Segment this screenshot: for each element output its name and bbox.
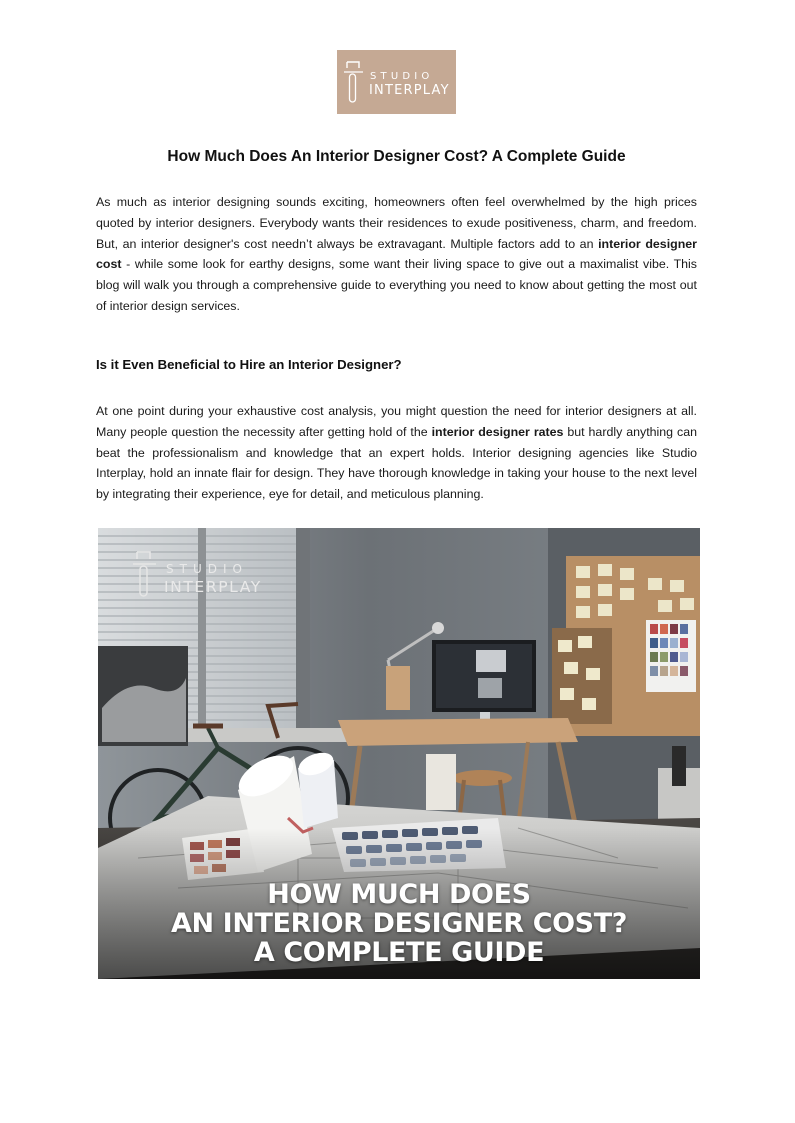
hero-heading: [98, 880, 700, 967]
logo-line-2: INTERPLAY: [369, 83, 450, 98]
logo-mark-icon: [343, 56, 365, 106]
studio-interplay-logo: [337, 50, 456, 114]
hero-logo-line-2: INTERPLAY: [164, 578, 262, 596]
intro-text-1: As much as interior designing sounds exciting, homeowners often feel overwhelmed by the high prices quoted by interior designers. Everybody wants their residences to exude positiveness, charm, and freedom. But, an interior designer's cost needn’t always be extravagant. Multiple factors add to an: [96, 195, 697, 251]
hero-heading-line: A COMPLETE GUIDE: [253, 937, 545, 968]
section-paragraph: [96, 401, 697, 505]
hero-heading-line: AN INTERIOR DESIGNER COST?: [170, 908, 627, 939]
section-heading: Is it Even Beneficial to Hire an Interior Designer?: [96, 357, 402, 372]
logo-line-1: STUDIO: [370, 71, 434, 82]
intro-text-2: - while some look for earthy designs, some want their living space to give out a maximalist vibe. This blog will walk you through a comprehensive guide to everything you need to know about getting the most out of interior design services.: [96, 257, 697, 313]
section-bold-term: interior designer rates: [431, 424, 564, 439]
section-text-2: but hardly anything can beat the professionalism and knowledge that an expert holds. Interior designing agencies like Studio Interplay, hold an innate flair for design. They have thorough knowledge in taking your house to the next level by integrating their experience, eye for detail, and meticulous planning.: [96, 424, 697, 502]
article-title: How Much Does An Interior Designer Cost? A Complete Guide: [167, 148, 626, 165]
section-text-1: At one point during your exhaustive cost analysis, you might question the need for interior designers at all. Many people question the necessity after getting hold of the: [96, 404, 697, 439]
intro-paragraph: [96, 192, 697, 317]
hero-heading-line: HOW MUCH DOES: [267, 879, 531, 910]
hero-image: [98, 528, 700, 979]
hero-logo-mark-icon: [132, 546, 158, 600]
intro-bold-term: interior designer cost: [96, 236, 697, 272]
hero-logo-line-1: STUDIO: [166, 562, 248, 576]
